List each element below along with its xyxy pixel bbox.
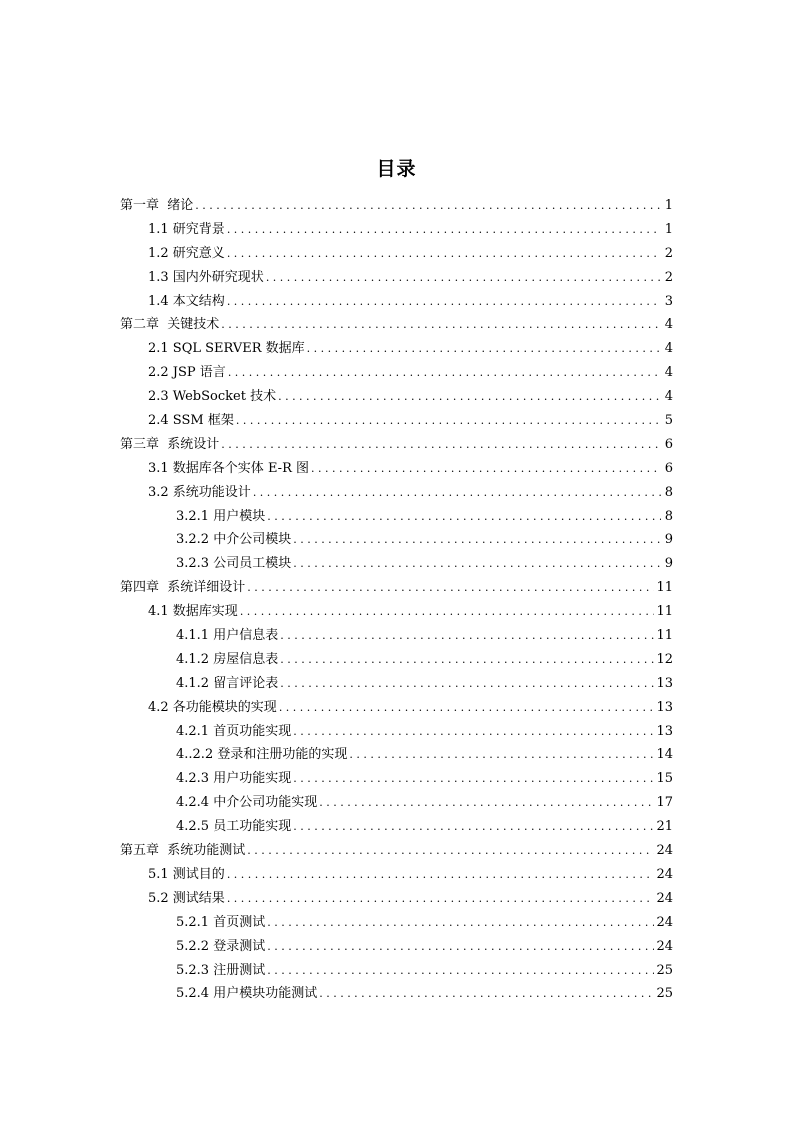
toc-entry-label: 第二章 关键技术: [120, 317, 220, 333]
toc-dot-leader: [311, 457, 661, 481]
toc-entry-label: 5.2.4 用户模块功能测试: [176, 986, 318, 1002]
toc-entry-label: 3.2 系统功能设计: [148, 484, 251, 500]
toc-entry-label: 4.1.2 留言评论表: [176, 675, 279, 691]
toc-entry-page-number: 5: [664, 413, 673, 429]
toc-dot-leader: [227, 863, 655, 887]
toc-dot-leader: [221, 313, 661, 337]
toc-entry-page-number: 24: [656, 843, 673, 859]
toc-entry-page-number: 4: [664, 341, 673, 357]
toc-entry-page-number: 24: [656, 866, 673, 882]
toc-entry[interactable]: [120, 767, 673, 791]
toc-dot-leader: [228, 361, 661, 385]
toc-entry[interactable]: [120, 433, 673, 457]
toc-entry-page-number: 13: [656, 699, 673, 715]
toc-dot-leader: [247, 839, 654, 863]
toc-entry-label: 2.2 JSP 语言: [148, 365, 226, 381]
toc-entry-label: 第四章 系统详细设计: [120, 580, 246, 596]
toc-entry-label: 3.2.1 用户模块: [176, 508, 266, 524]
toc-dot-leader: [236, 409, 661, 433]
toc-entry[interactable]: [120, 911, 673, 935]
toc-entry-page-number: 12: [656, 651, 673, 667]
toc-dot-leader: [279, 696, 655, 720]
toc-entry-label: 5.2.2 登录测试: [176, 938, 266, 954]
toc-dot-leader: [267, 959, 654, 983]
toc-dot-leader: [267, 935, 654, 959]
toc-dot-leader: [227, 218, 661, 242]
toc-entry-label: 4.1 数据库实现: [148, 604, 238, 620]
toc-dot-leader: [293, 552, 661, 576]
toc-dot-leader: [319, 791, 654, 815]
toc-entry[interactable]: [120, 552, 673, 576]
toc-entry[interactable]: [120, 887, 673, 911]
toc-dot-leader: [247, 576, 654, 600]
toc-entry-label: 4.2.4 中介公司功能实现: [176, 795, 318, 811]
toc-entry[interactable]: [120, 839, 673, 863]
toc-dot-leader: [240, 600, 655, 624]
toc-entry[interactable]: [120, 290, 673, 314]
toc-entry-page-number: 13: [656, 675, 673, 691]
toc-entry[interactable]: [120, 457, 673, 481]
toc-entry-label: 3.1 数据库各个实体 E-R 图: [148, 460, 309, 476]
toc-entry-page-number: 25: [656, 962, 673, 978]
toc-entry[interactable]: [120, 743, 673, 767]
toc-entry-label: 第五章 系统功能测试: [120, 843, 246, 859]
page-title: 目录: [376, 158, 417, 180]
toc-dot-leader: [227, 242, 661, 266]
toc-entry-page-number: 14: [656, 747, 673, 763]
toc-entry-page-number: 8: [664, 508, 673, 524]
toc-entry-page-number: 24: [656, 890, 673, 906]
toc-entry-page-number: 1: [664, 198, 673, 213]
toc-entry[interactable]: [120, 528, 673, 552]
toc-entry[interactable]: [120, 935, 673, 959]
toc-entry-label: 4.2.1 首页功能实现: [176, 723, 292, 739]
toc-entry-label: 1.2 研究意义: [148, 245, 225, 261]
toc-entry-label: 2.4 SSM 框架: [148, 413, 234, 429]
toc-dot-leader: [278, 385, 661, 409]
toc-dot-leader: [266, 266, 661, 290]
toc-entry-page-number: 6: [664, 460, 673, 476]
toc-entry[interactable]: [120, 505, 673, 529]
toc-entry-label: 4.2.3 用户功能实现: [176, 771, 292, 787]
toc-entry[interactable]: [120, 624, 673, 648]
toc-entry-label: 3.2.3 公司员工模块: [176, 556, 292, 572]
toc-entry[interactable]: [120, 242, 673, 266]
toc-entry[interactable]: [120, 313, 673, 337]
toc-entry-page-number: 25: [656, 986, 673, 1002]
toc-entry[interactable]: [120, 385, 673, 409]
toc-entry-label: 第三章 系统设计: [120, 436, 220, 452]
toc-entry[interactable]: [120, 576, 673, 600]
toc-entry-page-number: 2: [664, 269, 673, 285]
toc-entry-page-number: 2: [664, 245, 673, 261]
toc-entry-label: 5.2.1 首页测试: [176, 914, 266, 930]
toc-entry[interactable]: [120, 194, 673, 218]
toc-entry[interactable]: [120, 481, 673, 505]
toc-entry-page-number: 4: [664, 389, 673, 405]
toc-entry[interactable]: [120, 720, 673, 744]
toc-entry-page-number: 11: [656, 628, 673, 644]
toc-dot-leader: [195, 194, 661, 218]
toc-entry-page-number: 13: [656, 723, 673, 739]
toc-entry-page-number: 17: [656, 795, 673, 811]
toc-dot-leader: [253, 481, 661, 505]
toc-dot-leader: [280, 624, 654, 648]
toc-entry-page-number: 8: [664, 484, 673, 500]
toc-entry-label: 1.4 本文结构: [148, 293, 225, 309]
toc-entry-label: 5.2 测试结果: [148, 890, 225, 906]
toc-entry[interactable]: [120, 648, 673, 672]
toc-entry-page-number: 11: [656, 604, 673, 620]
toc-dot-leader: [293, 720, 654, 744]
toc-dot-leader: [227, 290, 661, 314]
toc-entry-page-number: 9: [664, 532, 673, 548]
toc-entry[interactable]: [120, 409, 673, 433]
toc-entry-label: 5.2.3 注册测试: [176, 962, 266, 978]
toc-entry-label: 2.1 SQL SERVER 数据库: [148, 341, 305, 357]
toc-entry[interactable]: [120, 696, 673, 720]
toc-dot-leader: [280, 648, 654, 672]
toc-entry-label: 4.1.2 房屋信息表: [176, 651, 279, 667]
toc-entry[interactable]: [120, 361, 673, 385]
toc-dot-leader: [293, 767, 654, 791]
toc-dot-leader: [293, 528, 661, 552]
table-of-contents: [120, 194, 673, 1006]
toc-dot-leader: [319, 982, 654, 1006]
toc-entry-page-number: 3: [664, 293, 673, 309]
toc-entry-page-number: 24: [656, 938, 673, 954]
toc-dot-leader: [293, 815, 654, 839]
toc-entry-label: 2.3 WebSocket 技术: [148, 389, 277, 405]
toc-entry[interactable]: [120, 791, 673, 815]
toc-entry-page-number: 21: [656, 819, 673, 835]
toc-entry[interactable]: [120, 982, 673, 1006]
toc-entry-label: 4.2.5 员工功能实现: [176, 819, 292, 835]
toc-dot-leader: [227, 887, 655, 911]
toc-entry[interactable]: [120, 266, 673, 290]
toc-entry-page-number: 4: [664, 317, 673, 333]
toc-entry-label: 4..2.2 登录和注册功能的实现: [176, 747, 348, 763]
toc-entry-label: 4.2 各功能模块的实现: [148, 699, 277, 715]
toc-entry-label: 3.2.2 中介公司模块: [176, 532, 292, 548]
toc-entry[interactable]: [120, 600, 673, 624]
toc-entry-page-number: 15: [656, 771, 673, 787]
toc-entry-label: 5.1 测试目的: [148, 866, 225, 882]
toc-entry-label: 第一章 绪论: [120, 198, 194, 213]
toc-entry-label: 1.1 研究背景: [148, 221, 225, 237]
toc-entry-page-number: 1: [664, 221, 673, 237]
toc-entry-label: 4.1.1 用户信息表: [176, 628, 279, 644]
toc-entry[interactable]: [120, 337, 673, 361]
toc-entry-label: 1.3 国内外研究现状: [148, 269, 264, 285]
toc-entry-page-number: 11: [656, 580, 673, 596]
toc-dot-leader: [267, 911, 654, 935]
toc-entry[interactable]: [120, 815, 673, 839]
toc-entry-page-number: 6: [664, 436, 673, 452]
toc-dot-leader: [280, 672, 654, 696]
toc-entry[interactable]: [120, 959, 673, 983]
toc-dot-leader: [349, 743, 654, 767]
toc-entry-page-number: 24: [656, 914, 673, 930]
toc-entry-page-number: 4: [664, 365, 673, 381]
toc-dot-leader: [221, 433, 661, 457]
toc-entry-page-number: 9: [664, 556, 673, 572]
toc-dot-leader: [307, 337, 661, 361]
toc-entry[interactable]: [120, 863, 673, 887]
toc-entry[interactable]: [120, 218, 673, 242]
toc-entry[interactable]: [120, 672, 673, 696]
toc-dot-leader: [267, 505, 661, 529]
